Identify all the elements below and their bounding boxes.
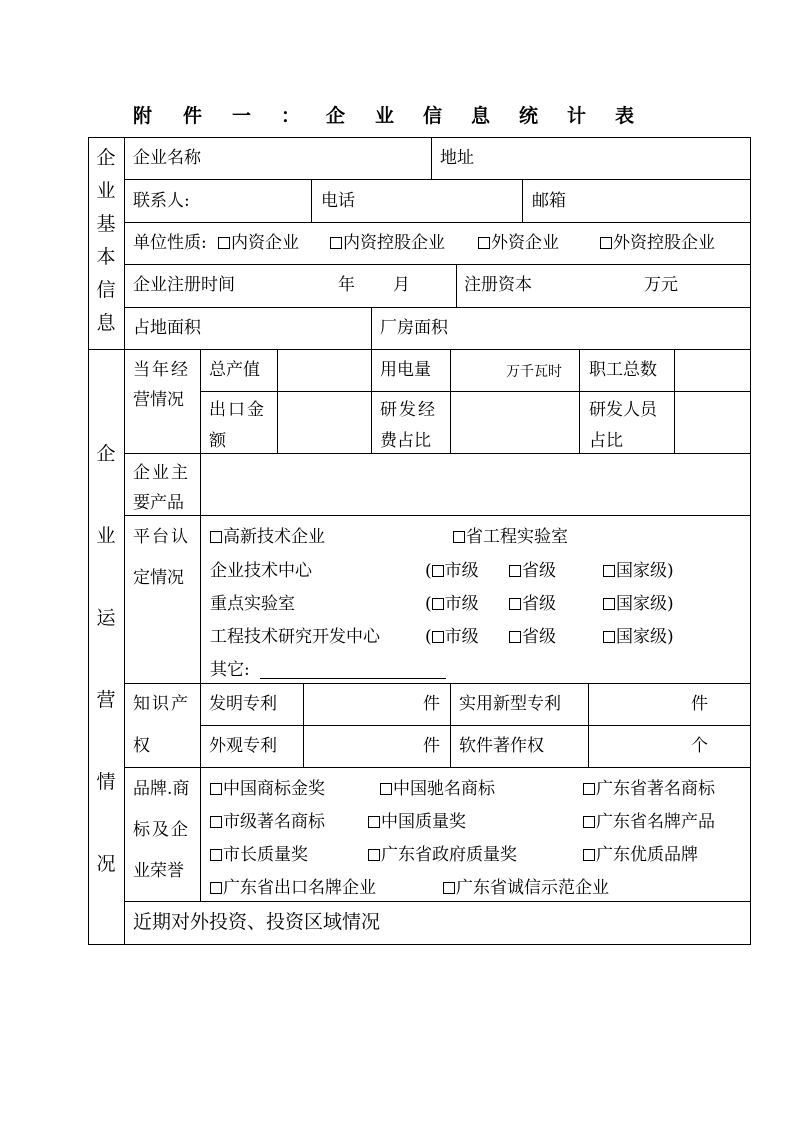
option-label: 高新技术企业 [223, 527, 325, 547]
option-label: 市长质量奖 [223, 845, 308, 865]
other-underline [260, 678, 446, 679]
land-area-label: 占地面积 [133, 318, 201, 338]
platform-level-group [425, 627, 479, 647]
checkbox-national[interactable] [603, 631, 615, 643]
email-label: 邮箱 [532, 191, 566, 211]
phone-label: 电话 [321, 191, 355, 211]
design-label: 外观专利 [209, 736, 277, 756]
main-products-label-line1: 企业主 [133, 463, 190, 483]
checkbox[interactable] [478, 237, 490, 249]
brand-option[interactable] [583, 845, 698, 865]
row-divider [200, 391, 751, 392]
label-char: 情 [96, 771, 116, 793]
option-label: 市级 [444, 627, 479, 647]
unit-type-label: 单位性质: [133, 233, 207, 253]
reg-capital-label: 注册资本 [464, 275, 532, 295]
cell-divider [200, 349, 201, 453]
software-field[interactable] [591, 729, 686, 764]
brand-label-line1: 品牌.商 [133, 779, 190, 799]
option-label: 省级 [522, 627, 556, 647]
reg-time-field[interactable] [290, 269, 430, 303]
checkbox[interactable] [380, 783, 392, 795]
rd-ratio-label-line2: 费占比 [380, 431, 431, 451]
platform-level-province[interactable] [509, 627, 556, 647]
checkbox[interactable] [210, 783, 222, 795]
cell-divider [579, 349, 580, 453]
main-products-field[interactable] [204, 457, 747, 512]
provincial-lab-option[interactable] [453, 527, 568, 547]
cell-divider [431, 137, 432, 180]
checkbox[interactable] [583, 783, 595, 795]
option-label: 广东省诚信示范企业 [456, 878, 609, 898]
other-field[interactable] [260, 658, 446, 678]
design-unit: 件 [423, 736, 440, 756]
page-title [0, 100, 793, 132]
contact-field[interactable] [196, 184, 306, 218]
checkbox[interactable] [453, 531, 465, 543]
brand-option[interactable] [210, 779, 325, 799]
row-divider [200, 725, 751, 726]
section-label-operations [88, 444, 124, 936]
address-field[interactable] [476, 142, 746, 176]
option-label: 市级 [444, 594, 479, 614]
option-label: 广东省政府质量奖 [381, 845, 517, 865]
wan-yuan-label: 万元 [644, 275, 678, 295]
option-label: 广东省出口名牌企业 [223, 878, 376, 898]
utility-unit: 件 [691, 694, 708, 714]
export-label-line1: 出口金 [209, 400, 266, 420]
paren: ( [425, 561, 432, 581]
checkbox-national[interactable] [603, 598, 615, 610]
option-label: 省工程实验室 [466, 527, 568, 547]
option-label: 外资控股企业 [613, 233, 715, 253]
label-char: 本 [96, 246, 116, 268]
label-char: 况 [96, 853, 116, 875]
brand-option[interactable] [380, 779, 495, 799]
checkbox-city[interactable] [432, 598, 444, 610]
cell-divider [588, 683, 589, 767]
label-char: 运 [96, 607, 116, 629]
cell-divider [200, 453, 201, 515]
platform-label-line2: 定情况 [133, 568, 184, 588]
cell-divider [311, 179, 312, 222]
utility-field[interactable] [591, 687, 686, 722]
contact-label: 联系人: [133, 191, 190, 211]
export-label-line2: 额 [209, 431, 226, 451]
operation-label-line2: 营情况 [133, 390, 184, 410]
investment-field[interactable] [410, 905, 746, 941]
row-divider [124, 901, 751, 902]
unit-type-option-domestic[interactable] [218, 233, 299, 253]
checkbox[interactable] [210, 882, 222, 894]
cell-divider [371, 349, 372, 453]
checkbox-province[interactable] [509, 598, 521, 610]
checkbox[interactable] [443, 882, 455, 894]
checkbox[interactable] [600, 237, 612, 249]
checkbox-city[interactable] [432, 631, 444, 643]
brand-option[interactable] [210, 878, 376, 898]
cell-divider [277, 349, 278, 453]
paren: ( [425, 594, 432, 614]
platform-level-province[interactable] [509, 594, 556, 614]
table-border-top [88, 137, 751, 138]
cell-divider [674, 349, 675, 453]
cell-divider [450, 683, 451, 767]
platform-level-group [425, 594, 479, 614]
cell-divider [303, 683, 304, 767]
brand-option[interactable] [210, 812, 325, 832]
rd-staff-label-line2: 占比 [589, 431, 623, 451]
high-tech-option[interactable] [210, 527, 325, 547]
checkbox-province[interactable] [509, 631, 521, 643]
label-char: 业 [96, 180, 116, 202]
address-label: 地址 [440, 148, 474, 168]
brand-option[interactable] [583, 812, 715, 832]
title-char: 计 [567, 105, 587, 127]
invention-label: 发明专利 [209, 694, 277, 714]
platform-level-national[interactable] [603, 594, 674, 614]
cell-divider [200, 683, 201, 767]
title-char: 统 [519, 105, 539, 127]
rd-ratio-field[interactable] [453, 395, 575, 450]
cell-divider [522, 179, 523, 222]
option-label: 国家级) [616, 561, 674, 581]
rd-staff-field[interactable] [677, 395, 747, 450]
label-char: 企 [96, 147, 116, 169]
row-divider [124, 179, 751, 180]
title-char: 一 [232, 105, 252, 127]
option-label: 内资企业 [231, 233, 299, 253]
main-products-label-line2: 要产品 [133, 493, 184, 513]
option-label: 市级 [444, 561, 479, 581]
software-label: 软件著作权 [459, 736, 544, 756]
brand-option[interactable] [368, 845, 517, 865]
power-usage-label: 用电量 [380, 360, 431, 380]
reg-time-label: 企业注册时间 [133, 275, 235, 295]
investment-label: 近期对外投资、投资区域情况 [133, 911, 381, 933]
title-char: 表 [615, 105, 635, 127]
checkbox-national[interactable] [603, 565, 615, 577]
power-unit-label: 万千瓦时 [506, 364, 562, 380]
option-label: 中国质量奖 [381, 812, 466, 832]
cell-divider [200, 767, 201, 901]
total-output-field[interactable] [280, 353, 368, 388]
label-char: 业 [96, 525, 116, 547]
option-label: 市级著名商标 [223, 812, 325, 832]
section-divider [88, 349, 751, 350]
title-char: 附 [133, 105, 153, 127]
export-field[interactable] [280, 395, 368, 450]
option-label: 外资企业 [491, 233, 559, 253]
label-char: 信 [96, 279, 116, 301]
cell-divider [200, 515, 201, 683]
brand-option[interactable] [443, 878, 609, 898]
brand-option[interactable] [210, 845, 308, 865]
platform-level-group [425, 561, 479, 581]
title-char: ： [281, 105, 301, 127]
checkbox[interactable] [210, 849, 222, 861]
row-divider [124, 222, 751, 223]
checkbox-province[interactable] [509, 565, 521, 577]
title-char: 业 [375, 105, 395, 127]
employees-label: 职工总数 [589, 360, 657, 380]
year-label: 年 [338, 275, 355, 295]
design-field[interactable] [306, 729, 416, 764]
platform-row-label: 重点实验室 [210, 594, 295, 614]
title-char: 信 [423, 105, 443, 127]
invention-unit: 件 [423, 694, 440, 714]
unit-type-option-domestic-holding[interactable] [330, 233, 445, 253]
row-divider [124, 264, 751, 265]
other-label: 其它: [210, 660, 250, 680]
checkbox[interactable] [368, 816, 380, 828]
title-char: 息 [471, 105, 491, 127]
row-divider [124, 453, 751, 454]
checkbox[interactable] [330, 237, 342, 249]
plant-area-field[interactable] [458, 311, 746, 345]
invention-field[interactable] [306, 687, 416, 722]
option-label: 广东优质品牌 [596, 845, 698, 865]
total-output-label: 总产值 [209, 360, 260, 380]
utility-label: 实用新型专利 [459, 694, 561, 714]
paren: ( [425, 627, 432, 647]
cell-divider [371, 307, 372, 349]
checkbox[interactable] [210, 531, 222, 543]
option-label: 中国驰名商标 [393, 779, 495, 799]
label-column-divider [124, 137, 125, 945]
option-label: 国家级) [616, 627, 674, 647]
land-area-field[interactable] [210, 311, 366, 345]
cell-divider [456, 264, 457, 307]
power-usage-field[interactable] [453, 353, 503, 388]
platform-level-national[interactable] [603, 561, 674, 581]
checkbox[interactable] [583, 816, 595, 828]
option-label: 广东省名牌产品 [596, 812, 715, 832]
option-label: 国家级) [616, 594, 674, 614]
option-label: 省级 [522, 594, 556, 614]
plant-area-label: 厂房面积 [380, 318, 448, 338]
row-divider [124, 767, 751, 768]
option-label: 内资控股企业 [343, 233, 445, 253]
ip-label-line1: 知识产 [133, 694, 190, 714]
title-char: 件 [183, 105, 203, 127]
email-field[interactable] [572, 184, 746, 218]
checkbox[interactable] [218, 237, 230, 249]
section-label-basic-info [88, 148, 124, 346]
checkbox-city[interactable] [432, 565, 444, 577]
platform-label-line1: 平台认 [133, 527, 190, 547]
rd-ratio-label-line1: 研发经 [380, 400, 437, 420]
title-char: 企 [326, 105, 346, 127]
unit-type-option-foreign[interactable] [478, 233, 559, 253]
unit-type-option-foreign-holding[interactable] [600, 233, 715, 253]
company-name-label: 企业名称 [133, 148, 201, 168]
option-label: 广东省著名商标 [596, 779, 715, 799]
label-char: 营 [96, 689, 116, 711]
checkbox[interactable] [210, 816, 222, 828]
platform-level-national[interactable] [603, 627, 674, 647]
option-label: 中国商标金奖 [223, 779, 325, 799]
label-char: 息 [96, 312, 116, 334]
phone-field[interactable] [360, 184, 518, 218]
brand-label-line2: 标及企 [133, 820, 190, 840]
row-divider [124, 683, 751, 684]
platform-row-label: 企业技术中心 [210, 561, 312, 581]
ip-label-line2: 权 [133, 736, 150, 756]
rd-staff-label-line1: 研发人员 [589, 400, 657, 420]
label-char: 基 [96, 213, 116, 235]
employees-field[interactable] [677, 353, 747, 388]
table-border-bottom [88, 944, 751, 945]
company-name-field[interactable] [205, 142, 427, 176]
platform-level-province[interactable] [509, 561, 556, 581]
reg-capital-field[interactable] [545, 269, 640, 303]
software-unit: 个 [691, 736, 708, 756]
platform-row-label: 工程技术研究开发中心 [210, 627, 380, 647]
row-divider [124, 515, 751, 516]
brand-label-line3: 业荣誉 [133, 861, 184, 881]
table-border-right [750, 137, 751, 945]
checkbox[interactable] [583, 849, 595, 861]
cell-divider [450, 349, 451, 453]
checkbox[interactable] [368, 849, 380, 861]
option-label: 省级 [522, 561, 556, 581]
row-divider [124, 307, 751, 308]
operation-label-line1: 当年经 [133, 360, 190, 380]
label-char: 企 [96, 443, 116, 465]
brand-option[interactable] [583, 779, 715, 799]
month-label: 月 [393, 275, 410, 295]
brand-option[interactable] [368, 812, 466, 832]
